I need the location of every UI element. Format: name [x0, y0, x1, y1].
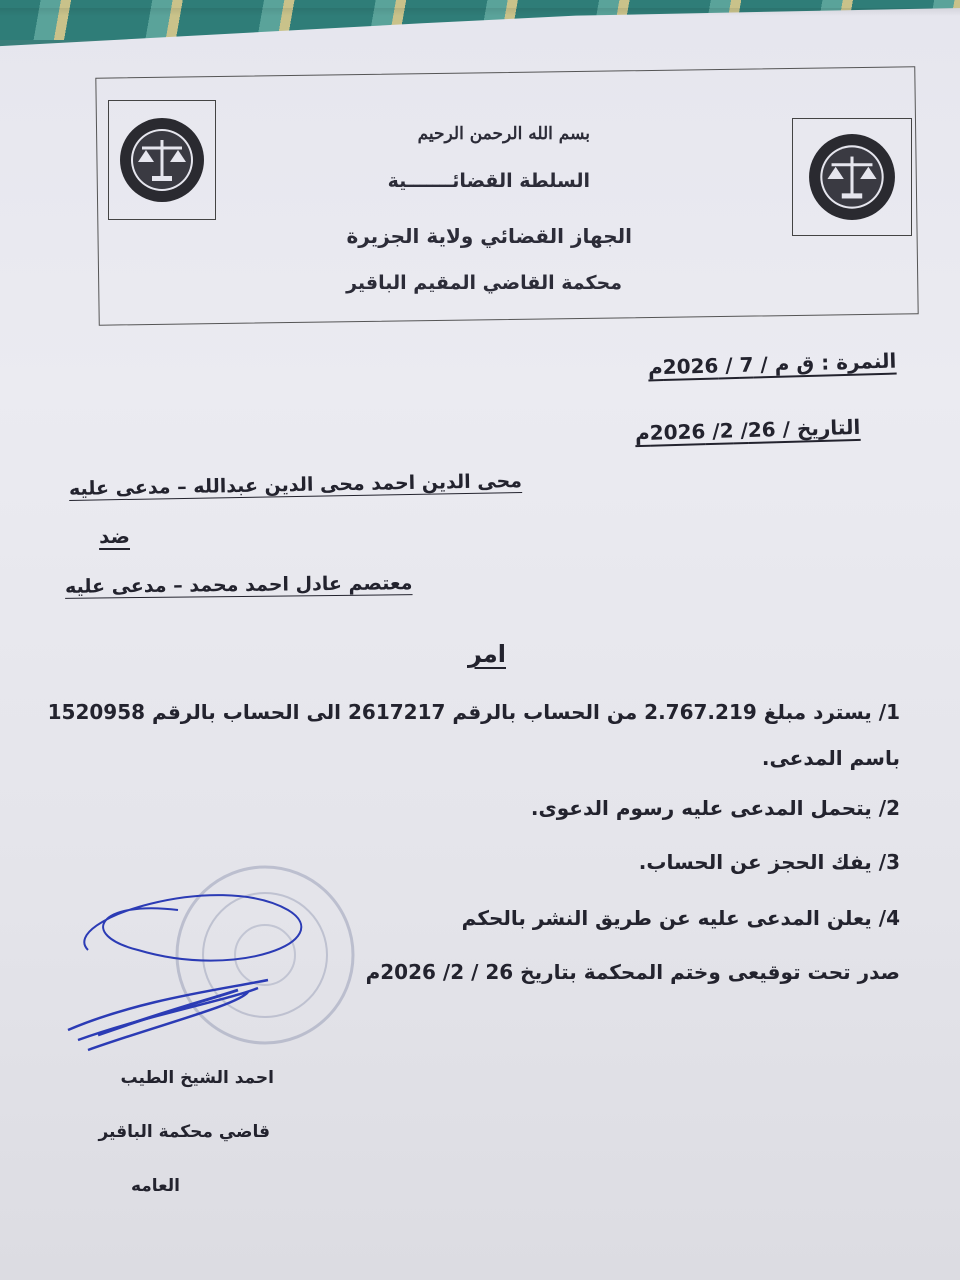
court-name: محكمة القاضي المقيم الباقير	[346, 272, 622, 294]
order-item-4: 4/ يعلن المدعى عليه عن طريق النشر بالحكم	[461, 906, 900, 930]
basmala: بسم الله الرحمن الرحيم	[417, 124, 590, 144]
signatory-name: احمد الشيخ الطيب	[120, 1068, 274, 1088]
order-item-2: 2/ يتحمل المدعى عليه رسوم الدعوى.	[530, 796, 900, 820]
apparatus-title: الجهاز القضائي ولاية الجزيرة	[346, 224, 632, 248]
order-item-1-continued: باسم المدعى.	[761, 746, 900, 770]
versus-label: ضد	[99, 524, 130, 548]
paper-fold-shadow	[0, 8, 960, 16]
reference-date: التاريخ / 26/ 2/ 2026م	[634, 414, 861, 446]
authority-title: السلطة القضائـــــــية	[387, 170, 590, 192]
order-item-3: 3/ يفك الحجز عن الحساب.	[638, 850, 900, 874]
scales-of-justice-icon	[118, 116, 206, 204]
signatory-suffix: العامه	[130, 1176, 180, 1196]
defendant-line: معتصم عادل احمد محمد – مدعى عليه	[64, 572, 413, 598]
scales-of-justice-icon	[807, 132, 897, 222]
judge-signature	[38, 880, 338, 1064]
issued-statement: صدر تحت توقيعى وختم المحكمة بتاريخ 26 / 2/ 2026م	[365, 960, 900, 984]
judiciary-logo-right	[792, 118, 912, 236]
plaintiff-line: محى الدين احمد محى الدين عبدالله – مدعى عليه	[68, 470, 523, 500]
order-item-1: 1/ يسترد مبلغ 2.767.219 من الحساب بالرقم 2617217 الى الحساب بالرقم 1520958	[47, 700, 900, 724]
judiciary-logo-left	[108, 100, 216, 220]
signatory-title: قاضي محكمة الباقير	[98, 1122, 270, 1142]
order-title: امر	[467, 640, 506, 668]
reference-number: النمرة : ق م / 7 / 2026م	[647, 348, 897, 380]
